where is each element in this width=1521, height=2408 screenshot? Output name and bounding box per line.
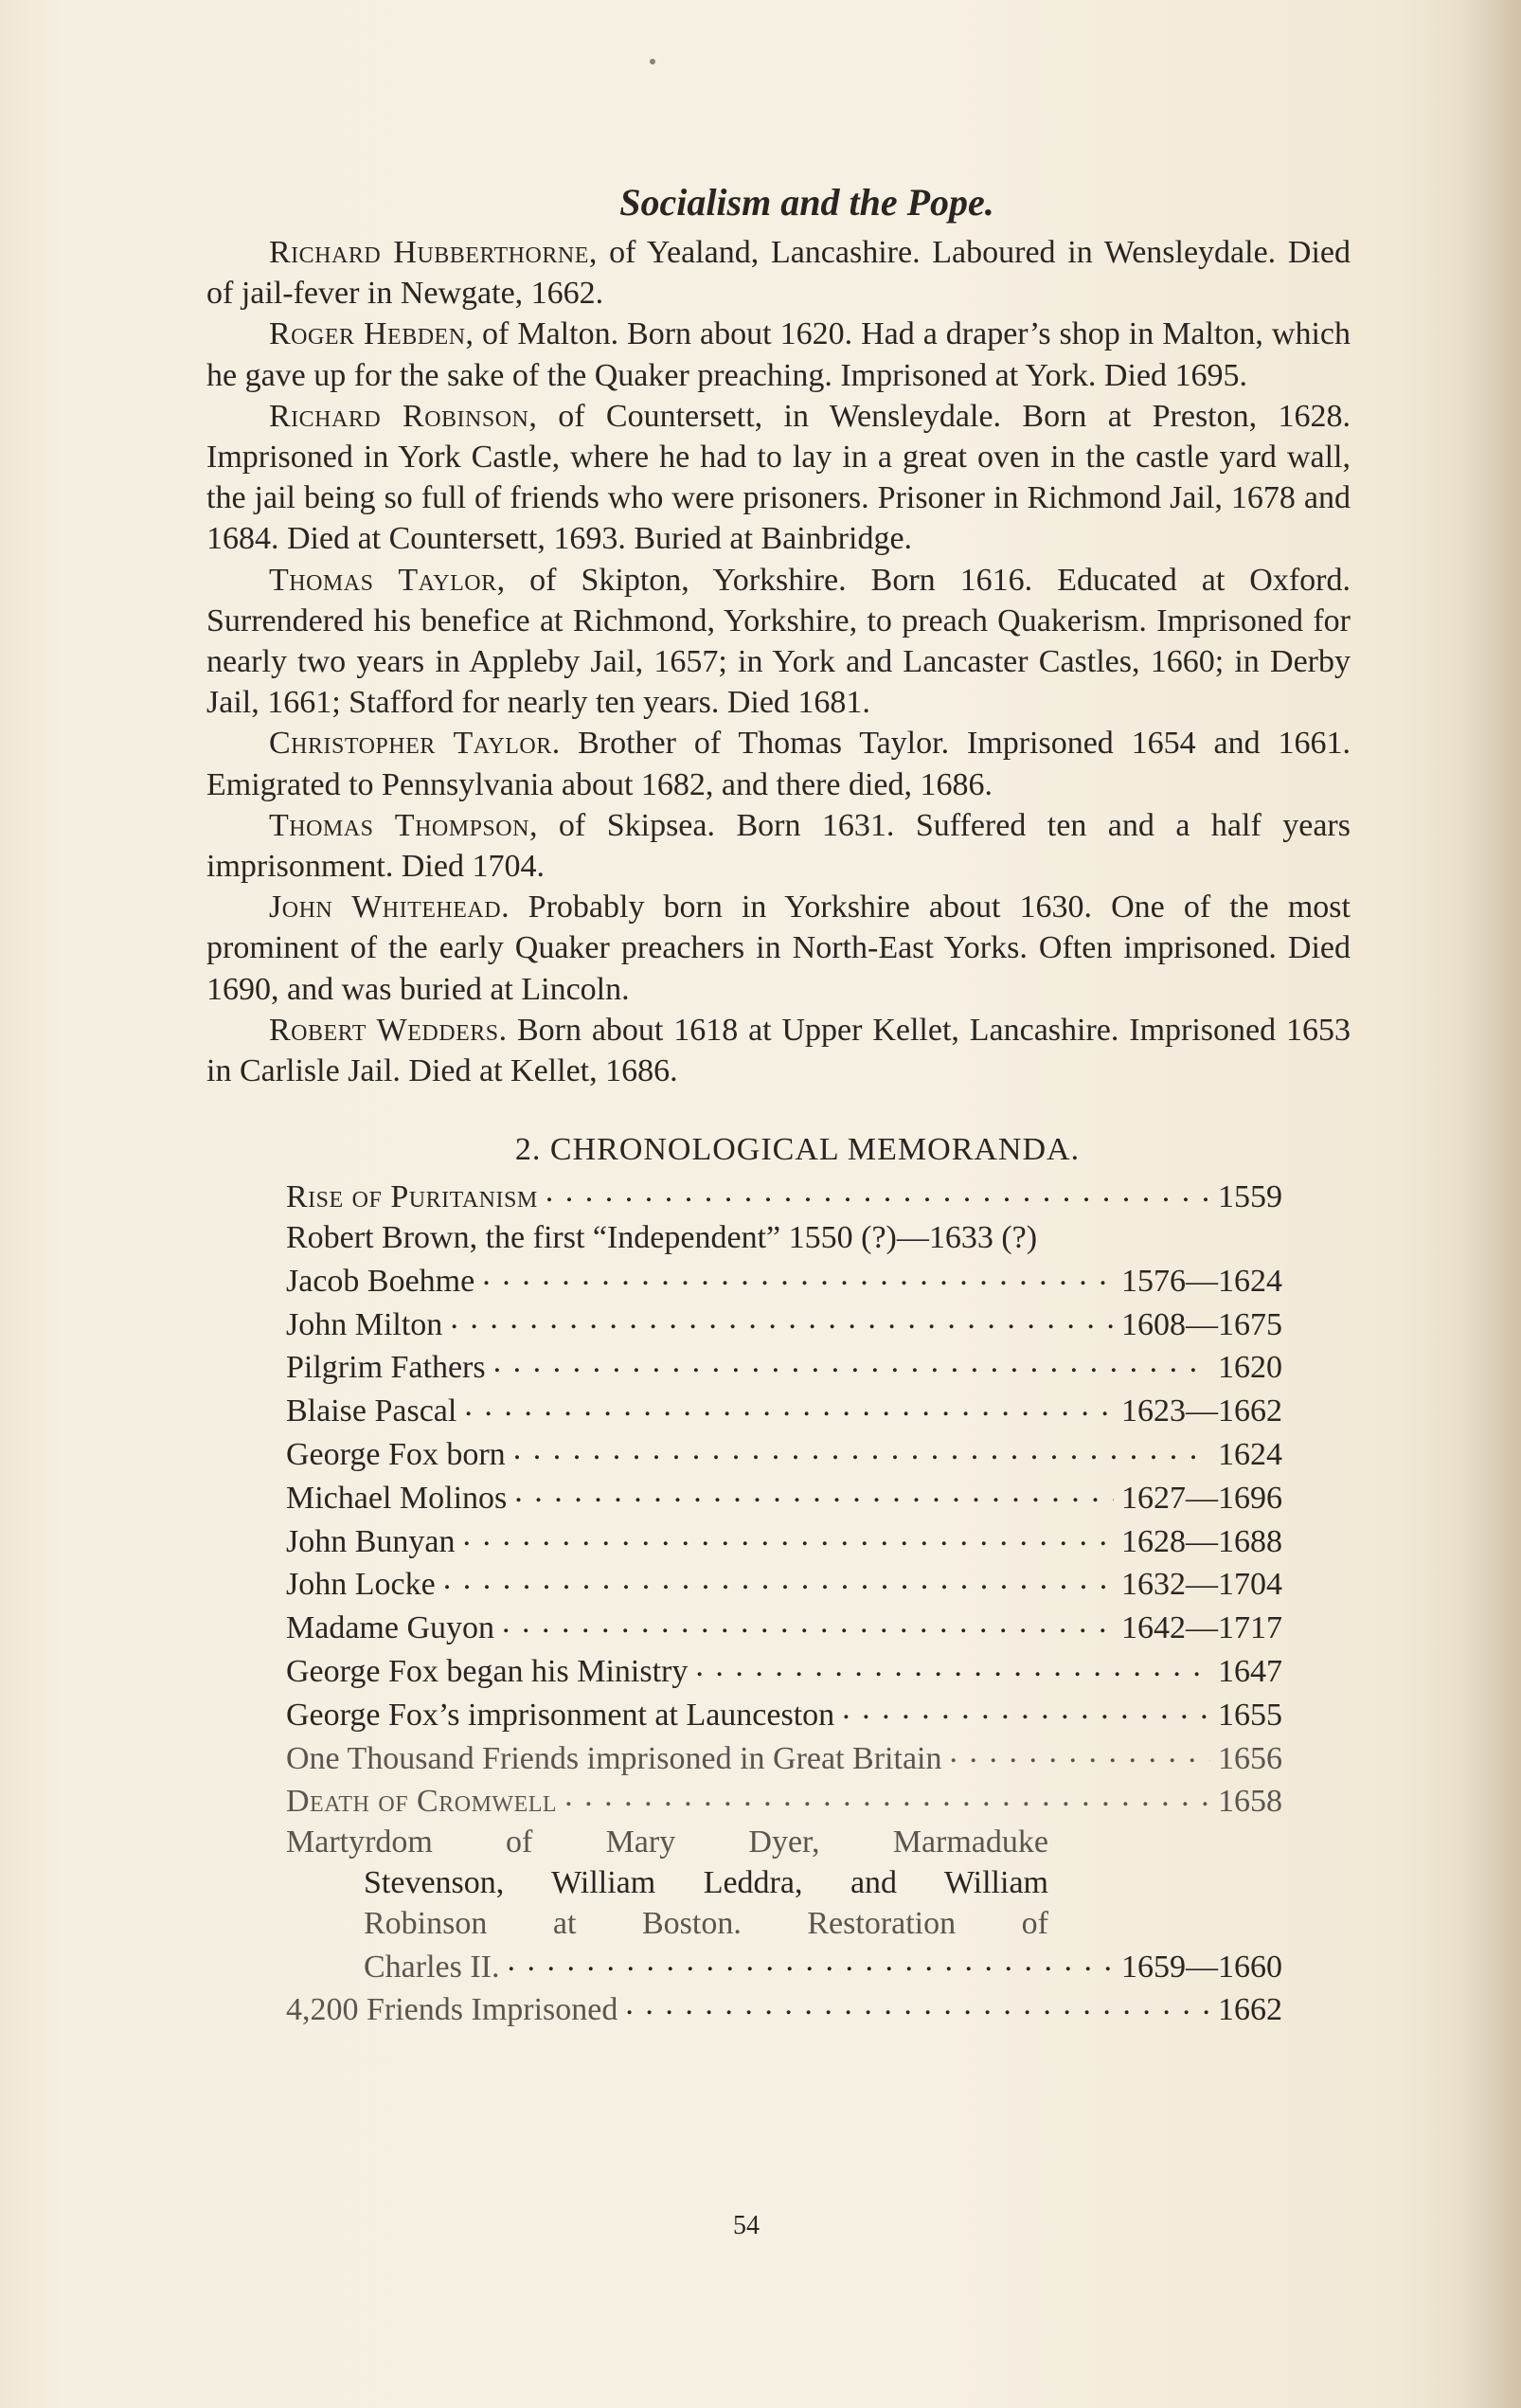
chronology-event: 4,200 Friends Imprisoned <box>286 1992 618 2028</box>
chronology-event: John Milton <box>286 1306 443 1342</box>
dot-leader <box>450 1303 1114 1335</box>
dot-leader <box>949 1736 1210 1769</box>
chronology-item <box>286 1218 1282 1259</box>
chronology-date: 1576—1624 <box>1121 1263 1282 1299</box>
page-body <box>206 175 1351 2031</box>
chronology-event: George Fox began his Ministry <box>286 1654 689 1690</box>
martyrdom-last-line <box>286 1945 1282 1988</box>
person-name: Thomas Thompson <box>269 807 529 843</box>
chronology-event: George Fox’s imprisonment at Launceston <box>286 1697 835 1733</box>
chronology-event: John Locke <box>286 1567 436 1603</box>
chronology-event: John Bunyan <box>286 1523 456 1559</box>
dot-leader <box>443 1562 1114 1594</box>
chronology-item <box>286 1432 1282 1476</box>
chronology-event: Rise of Puritanism <box>286 1179 538 1215</box>
biography-text: . Probably born in Yorkshire about 1630. One of the most prominent of the early Quaker preachers in North-East Yorks. Often imprisoned. Died 1690, and was buried at Lincoln. <box>206 890 1351 1007</box>
chronology-item <box>286 1259 1282 1303</box>
biography-entry <box>206 1010 1351 1091</box>
biography-text: , of Skipton, Yorkshire. Born 1616. Educated at Oxford. Surrendered his benefice at Richmond, Yorkshire, to preach Quakerism. Imprisoned for nearly two years in Appleby Jail, 1657; in York and Lancaster Castles, 1660; in Derby Jail, 1661; Stafford for nearly ten years. Died 1681. <box>206 562 1351 721</box>
dot-leader <box>493 1345 1210 1377</box>
chronology-event: Madame Guyon <box>286 1610 495 1646</box>
chronology-item <box>286 1476 1282 1519</box>
dot-leader <box>508 1945 1114 1977</box>
chronology-event: Blaise Pascal <box>286 1393 457 1429</box>
dot-leader <box>463 1519 1115 1552</box>
biographies <box>206 232 1351 1091</box>
chronology-date: 1623—1662 <box>1121 1393 1282 1429</box>
biography-text: . Born about 1618 at Upper Kellet, Lancashire. Imprisoned 1653 in Carlisle Jail. Died at Kellet, 1686. <box>206 1012 1351 1089</box>
dot-leader <box>502 1606 1114 1638</box>
biography-entry <box>206 723 1351 804</box>
biography-text: , of Yealand, Lancashire. Laboured in Wensleydale. Died of jail-fever in Newgate, 1662. <box>206 235 1351 312</box>
biography-entry <box>206 805 1351 887</box>
chronology-item <box>286 1779 1282 1823</box>
person-name: Thomas Taylor <box>269 562 497 598</box>
chronology-event: Charles II. <box>364 1949 500 1985</box>
person-name: Richard Hubberthorne <box>269 235 589 270</box>
person-name: Robert Wedders <box>269 1012 499 1048</box>
biography-entry <box>206 887 1351 1010</box>
chronology-date: 1658 <box>1218 1784 1282 1820</box>
page-number: 54 <box>733 2211 760 2240</box>
chronology-date: 1655 <box>1218 1697 1282 1733</box>
martyrdom-line: Stevenson, William Leddra, and William <box>364 1865 1048 1901</box>
biography-text: , of Skipsea. Born 1631. Suffered ten and a half years imprisonment. Died 1704. <box>206 807 1351 885</box>
chronology-item <box>286 1562 1282 1606</box>
person-name: John Whitehead <box>269 890 502 925</box>
chronology-event: Jacob Boehme <box>286 1263 475 1299</box>
chronology-date: 1559 <box>1218 1179 1282 1215</box>
chronology-event: One Thousand Friends imprisoned in Great Britain <box>286 1740 942 1776</box>
biography-text: , of Malton. Born about 1620. Had a draper’s shop in Malton, which he gave up for the sake of the Quaker preaching. Imprisoned at York. Died 1695. <box>206 316 1351 393</box>
person-name: Christopher Taylor <box>269 726 552 762</box>
chronology-event: Pilgrim Fathers <box>286 1350 486 1386</box>
chronology-item <box>286 1736 1282 1780</box>
biography-entry <box>206 314 1351 395</box>
dot-leader <box>514 1476 1114 1508</box>
chronology-item <box>286 1345 1282 1389</box>
biography-text: . Brother of Thomas Taylor. Imprisoned 1654 and 1661. Emigrated to Pennsylvania about 1682, and there died, 1686. <box>206 726 1351 802</box>
chronology-item <box>286 1649 1282 1693</box>
biography-entry <box>206 232 1351 314</box>
dot-leader <box>513 1432 1210 1465</box>
chronology-event: George Fox born <box>286 1437 506 1473</box>
chronology-item <box>286 1175 1282 1218</box>
dot-leader <box>464 1389 1114 1421</box>
chronology-item <box>286 1693 1282 1736</box>
running-head: Socialism and the Pope. <box>619 181 994 224</box>
chronology-list <box>286 1175 1282 2031</box>
person-name: Richard Robinson <box>269 398 529 434</box>
chronology-date: 1642—1717 <box>1121 1610 1282 1646</box>
dot-leader <box>842 1693 1210 1725</box>
chronology-date: 1628—1688 <box>1121 1523 1282 1559</box>
dot-leader <box>625 1987 1210 2020</box>
chronology-date: 1608—1675 <box>1121 1306 1282 1342</box>
chronology-date: 1627—1696 <box>1121 1480 1282 1516</box>
chronology-item <box>286 1606 1282 1649</box>
dot-leader <box>482 1259 1114 1291</box>
chronology-date: 1656 <box>1218 1740 1282 1776</box>
biography-entry <box>206 396 1351 560</box>
chronology-item <box>286 1389 1282 1432</box>
ink-speck <box>650 59 655 64</box>
dot-leader <box>564 1779 1210 1811</box>
chronology-date: 1624 <box>1218 1437 1282 1473</box>
section-heading: 2. CHRONOLOGICAL MEMORANDA. <box>514 1132 1081 1168</box>
chronology-event: Michael Molinos <box>286 1480 508 1516</box>
person-name: Roger Hebden <box>269 316 466 352</box>
chronology-event: Robert Brown, the first “Independent” 1550 (?)—1633 (?) <box>286 1220 1038 1256</box>
biography-entry <box>206 560 1351 724</box>
dot-leader <box>695 1649 1210 1681</box>
chronology-item-martyrdom <box>286 1823 1282 1987</box>
chronology-item <box>286 1519 1282 1563</box>
chronology-date: 1647 <box>1218 1654 1282 1690</box>
martyrdom-line: Martyrdom of Mary Dyer, Marmaduke <box>286 1824 1048 1860</box>
chronology-date: 1620 <box>1218 1350 1282 1386</box>
biography-text: , of Countersett, in Wensleydale. Born at Preston, 1628. Imprisoned in York Castle, where he had to lay in a great oven in the castle yard wall, the jail being so full of friends who were prisoners. Prisoner in Richmond Jail, 1678 and 1684. Died at Countersett, 1693. Buried at Bainbridge. <box>206 398 1351 557</box>
chronology-item <box>286 1303 1282 1346</box>
chronology-item <box>286 1987 1282 2031</box>
chronology-date: 1632—1704 <box>1121 1567 1282 1603</box>
chronology-date: 1662 <box>1218 1992 1282 2028</box>
martyrdom-line: Robinson at Boston. Restoration of <box>364 1905 1048 1941</box>
chronology-event: Death of Cromwell <box>286 1784 558 1820</box>
dot-leader <box>546 1175 1210 1207</box>
chronology-date: 1659—1660 <box>1121 1949 1282 1985</box>
